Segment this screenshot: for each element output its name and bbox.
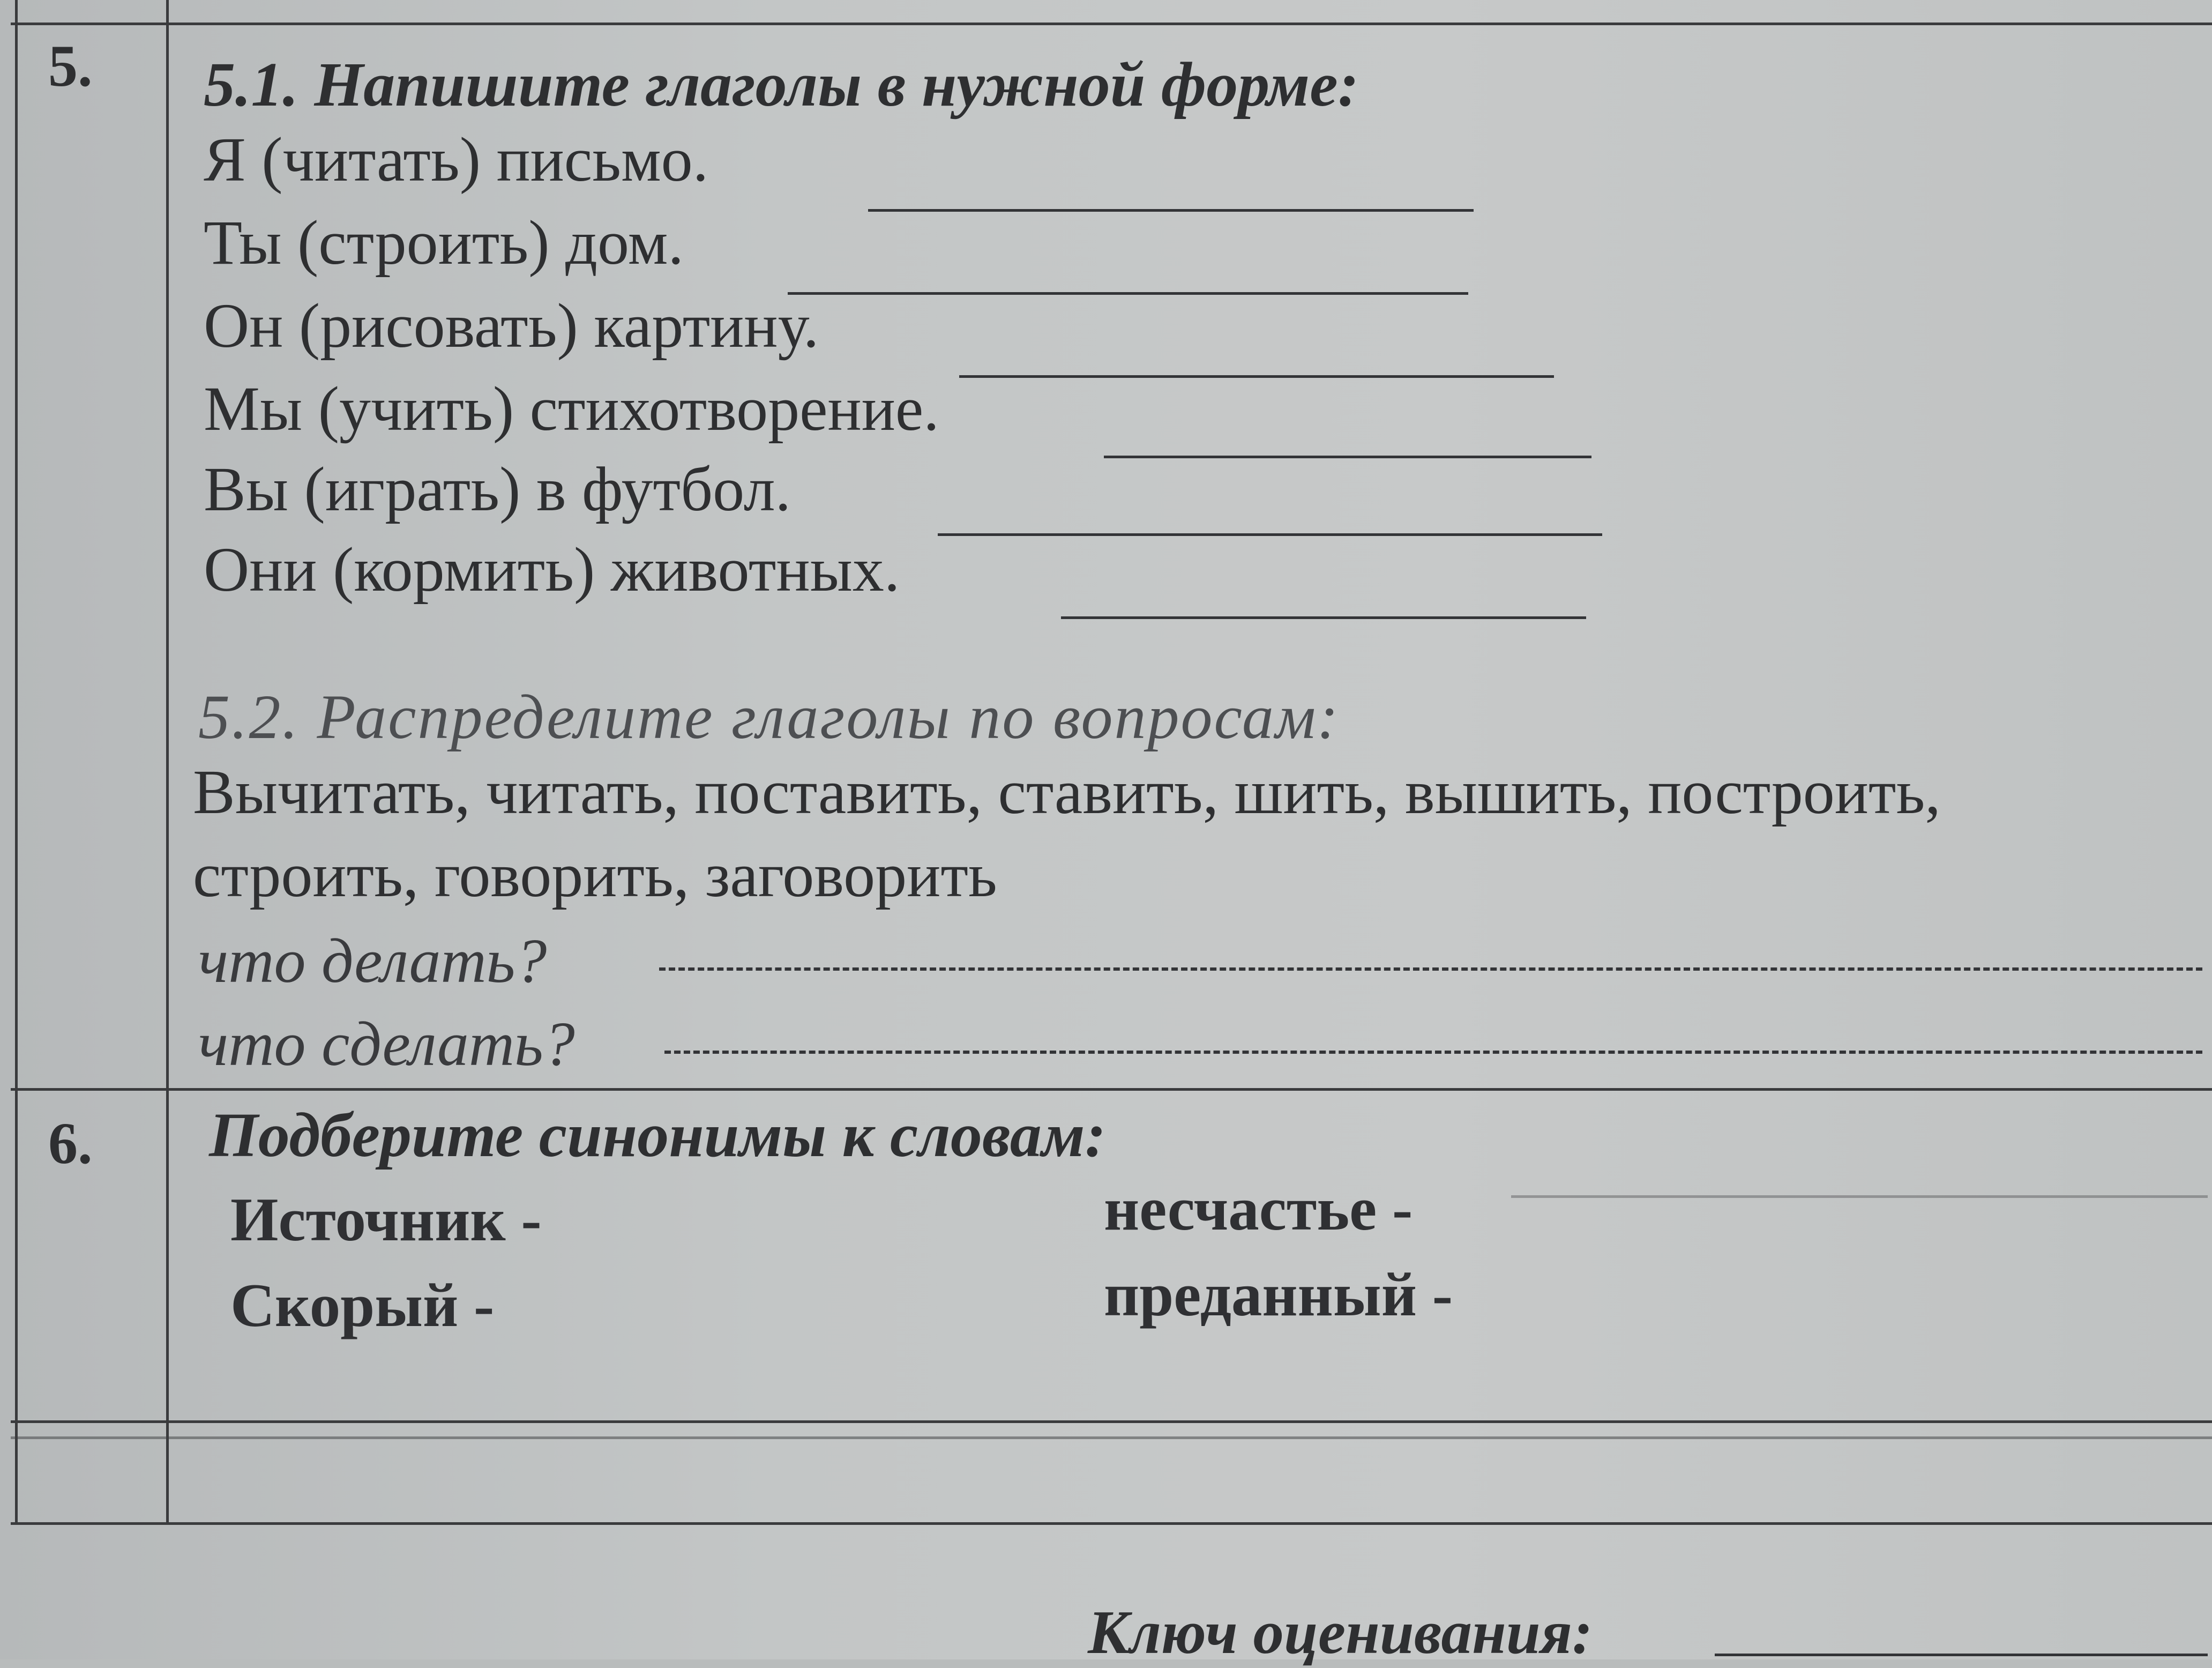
sentence-1: Я (читать) письмо.	[204, 124, 709, 195]
task-number-6: 6.	[48, 1111, 93, 1176]
grading-key-blank[interactable]	[1715, 1654, 2208, 1656]
task-number-5: 5.	[48, 33, 93, 99]
sentence-6: Они (кормить) животных.	[204, 534, 900, 605]
verbs-line-2: строить, говорить, заговорить	[193, 840, 997, 910]
table-left-border	[15, 0, 18, 1525]
answer-blank-3[interactable]	[959, 375, 1554, 378]
task-6-heading: Подберите синонимы к словам:	[209, 1100, 1106, 1170]
question-what-to-do: что делать?	[198, 926, 547, 996]
sentence-2: Ты (строить) дом.	[204, 207, 684, 278]
answer-dashes-do[interactable]	[659, 967, 2202, 971]
question-what-to-complete: что сделать?	[198, 1009, 575, 1079]
number-column-border	[166, 0, 169, 1525]
answer-blank-6[interactable]	[1061, 616, 1586, 619]
synonym-word-1: Источник -	[230, 1186, 542, 1254]
table-bottom-border	[11, 1522, 2212, 1525]
row-divider-5-6	[11, 1088, 2212, 1091]
table-top-border	[11, 23, 2212, 25]
row-divider-6-end	[11, 1420, 2212, 1423]
answer-blank-1[interactable]	[868, 209, 1474, 212]
synonym-word-2: Скорый -	[230, 1271, 495, 1339]
task-5-1-heading: 5.1. Напишите глаголы в нужной форме:	[204, 49, 1359, 120]
grading-key-label: Ключ оценивания:	[1088, 1598, 1593, 1666]
sentence-5: Вы (играть) в футбол.	[204, 454, 791, 524]
synonym-word-3: несчастье -	[1104, 1175, 1413, 1243]
answer-blank-2[interactable]	[788, 292, 1468, 295]
sentence-3: Он (рисовать) картину.	[204, 291, 819, 361]
sentence-4: Мы (учить) стихотворение.	[204, 374, 939, 444]
answer-blank-4[interactable]	[1104, 456, 1591, 458]
synonym-word-4: преданный -	[1104, 1261, 1453, 1329]
task-5-2-heading: 5.2. Распределите глаголы по вопросам:	[198, 682, 1340, 752]
answer-dashes-complete[interactable]	[664, 1051, 2202, 1054]
synonym-blank-3[interactable]	[1511, 1195, 2208, 1198]
verbs-line-1: Вычитать, читать, поставить, ставить, шить, вышить, построить,	[193, 757, 1941, 827]
row-divider-last	[11, 1436, 2212, 1439]
answer-blank-5[interactable]	[938, 533, 1602, 536]
